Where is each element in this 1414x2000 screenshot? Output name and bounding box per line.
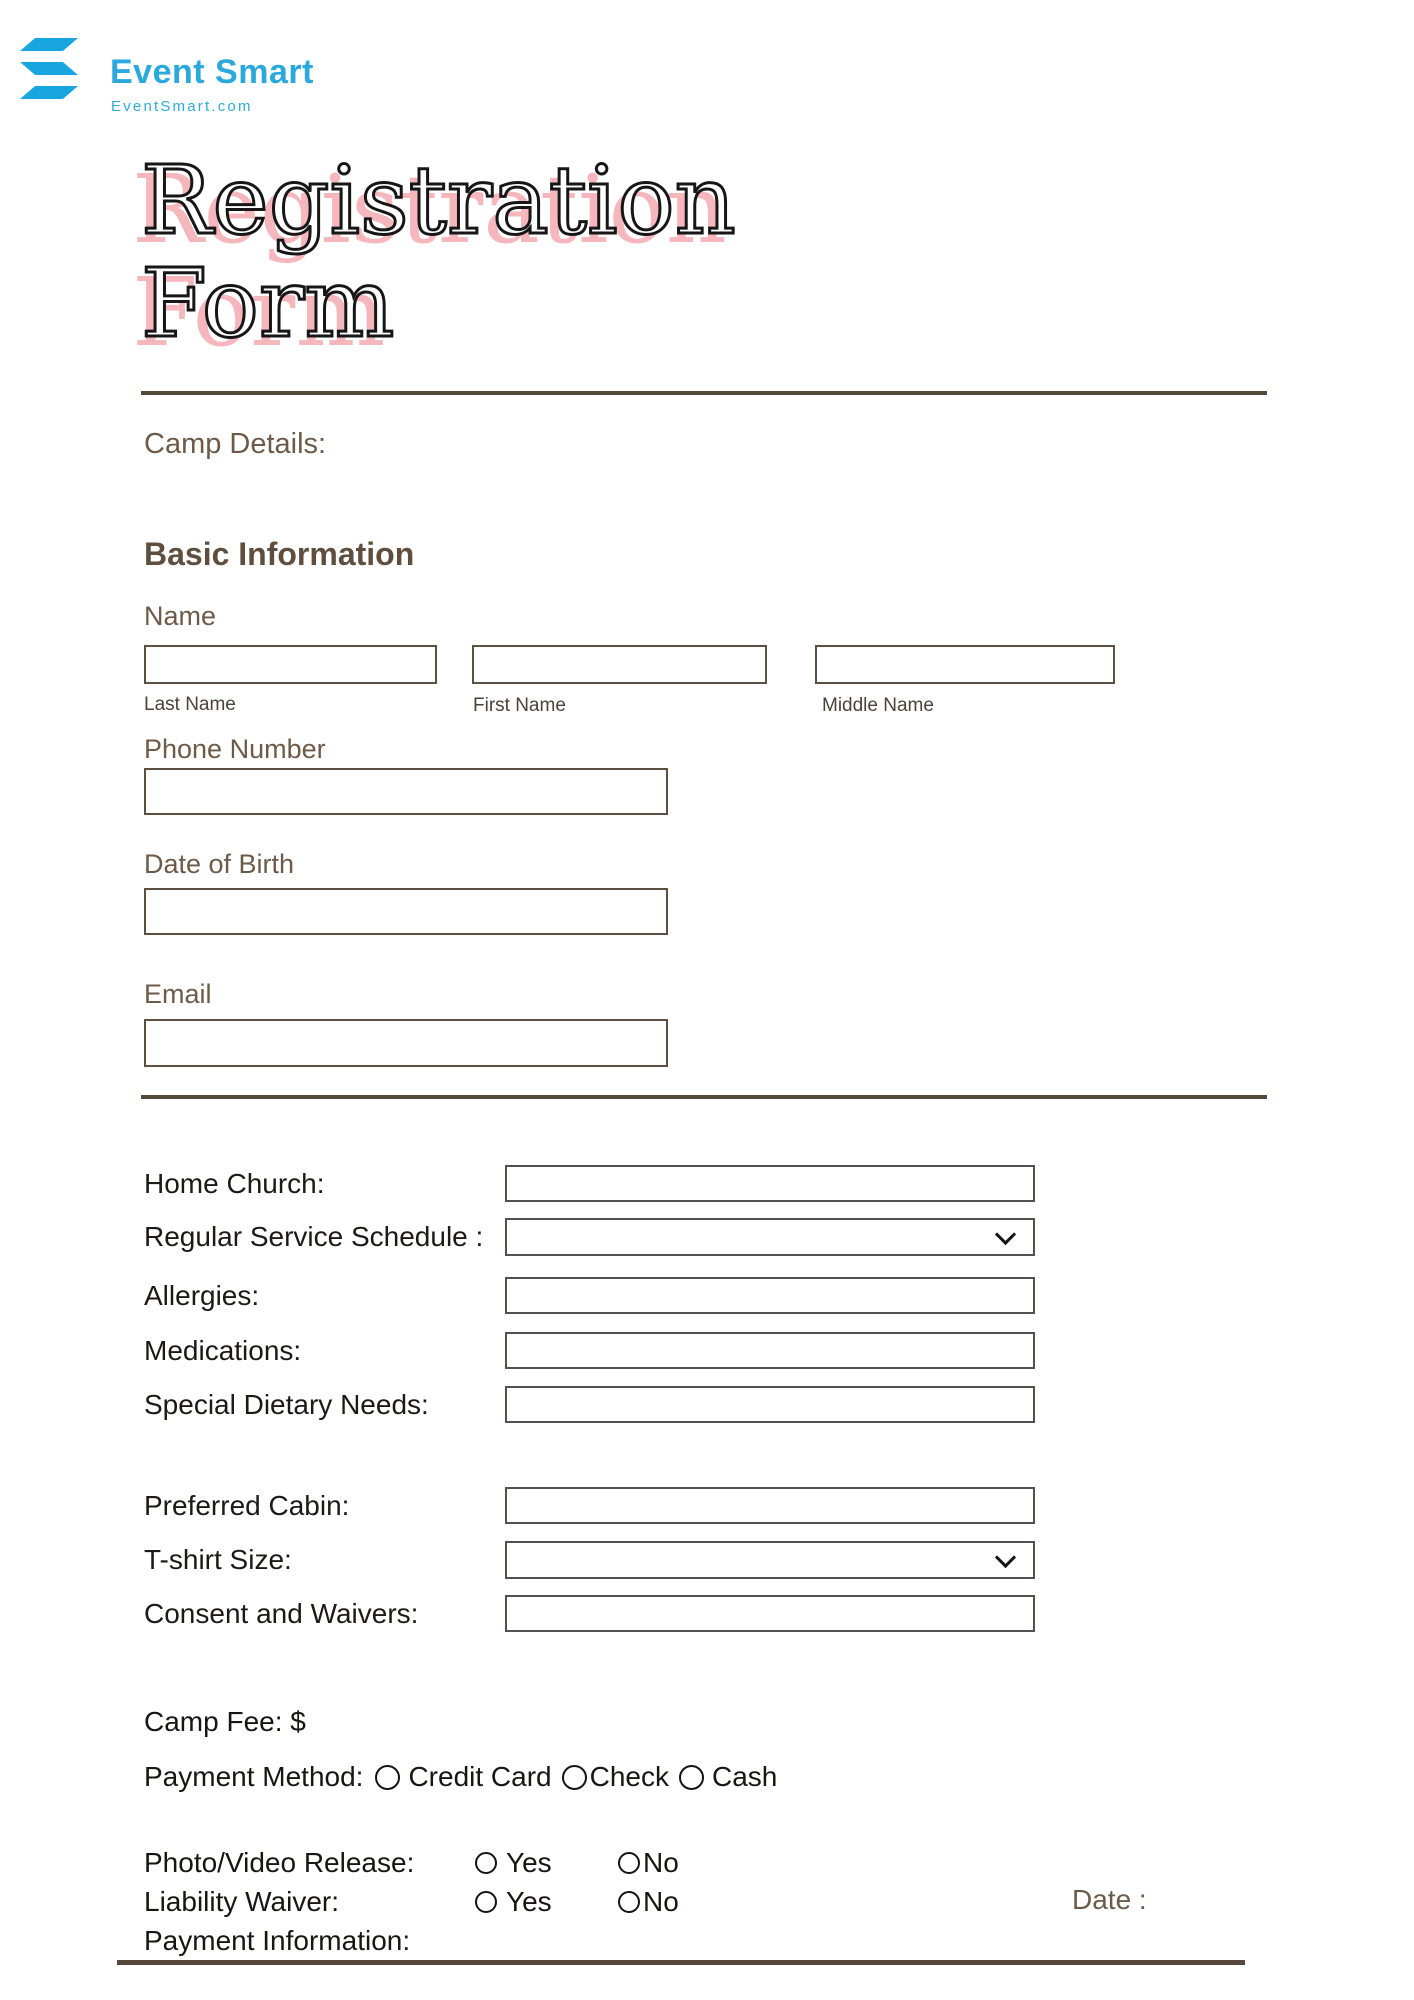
medications-label: Medications: [144, 1335, 302, 1366]
date-label: Date : [1072, 1884, 1147, 1915]
liability-no-radio[interactable] [618, 1891, 640, 1913]
first-name-input[interactable] [472, 645, 767, 684]
cash-radio[interactable] [679, 1765, 704, 1790]
releases-section [144, 1843, 679, 1960]
photo-video-no-label: No [643, 1846, 679, 1878]
middle-name-sublabel: Middle Name [822, 695, 934, 716]
consent-and-waivers-input[interactable] [505, 1595, 1035, 1632]
allergies-input[interactable] [505, 1277, 1035, 1314]
liability-no-label: No [643, 1885, 679, 1917]
logo-brand-name: Event Smart [110, 53, 314, 91]
photo-video-yes-radio[interactable] [475, 1852, 497, 1874]
preferred-cabin-label: Preferred Cabin: [144, 1490, 350, 1521]
check-option-label: Check [589, 1761, 669, 1792]
last-name-sublabel: Last Name [144, 694, 236, 715]
payment-method-label: Payment Method: [144, 1761, 364, 1792]
allergies-label: Allergies: [144, 1280, 260, 1311]
date-of-birth-input[interactable] [144, 888, 668, 935]
liability-waiver-no [618, 1886, 679, 1918]
name-label: Name [144, 601, 217, 631]
middle-divider [141, 1095, 1267, 1099]
home-church-input[interactable] [505, 1165, 1035, 1202]
regular-service-schedule-select[interactable] [505, 1218, 1035, 1256]
photo-video-yes-label: Yes [506, 1846, 552, 1878]
t-shirt-size-label: T-shirt Size: [144, 1544, 292, 1575]
photo-video-release-label: Photo/Video Release: [144, 1846, 415, 1878]
medications-input[interactable] [505, 1332, 1035, 1369]
liability-yes-radio[interactable] [475, 1891, 497, 1913]
payment-method-option-cash [679, 1761, 777, 1793]
photo-video-no-radio[interactable] [618, 1852, 640, 1874]
logo-bar [20, 62, 78, 75]
payment-method-option-credit-card [375, 1761, 551, 1793]
middle-name-input[interactable] [815, 645, 1115, 684]
photo-video-release-row [144, 1843, 679, 1882]
liability-waiver-yes [475, 1886, 618, 1918]
title-line-2: Form [141, 249, 395, 359]
cash-option-label: Cash [712, 1761, 778, 1792]
liability-waiver-row [144, 1882, 679, 1921]
preferred-cabin-input[interactable] [505, 1487, 1035, 1524]
credit-card-option-label: Credit Card [408, 1761, 552, 1792]
basic-information-heading: Basic Information [144, 536, 415, 572]
payment-method-row [144, 1760, 787, 1794]
payment-information-label: Payment Information: [144, 1924, 411, 1956]
consent-and-waivers-label: Consent and Waivers: [144, 1598, 419, 1629]
top-divider [141, 391, 1267, 395]
phone-number-label: Phone Number [144, 734, 326, 764]
phone-number-input[interactable] [144, 768, 668, 815]
email-label: Email [144, 979, 212, 1009]
logo-bar [20, 86, 78, 99]
check-radio[interactable] [562, 1765, 587, 1790]
t-shirt-size-select[interactable] [505, 1541, 1035, 1579]
liability-waiver-label: Liability Waiver: [144, 1885, 340, 1917]
last-name-input[interactable] [144, 645, 437, 684]
logo-bar [20, 38, 78, 51]
bottom-divider [117, 1960, 1245, 1965]
home-church-label: Home Church: [144, 1168, 325, 1199]
chevron-down-icon [995, 1224, 1016, 1245]
payment-information-row [144, 1921, 679, 1960]
email-input[interactable] [144, 1019, 668, 1067]
photo-video-release-yes [475, 1847, 618, 1879]
special-dietary-needs-label: Special Dietary Needs: [144, 1389, 429, 1420]
credit-card-radio[interactable] [375, 1765, 400, 1790]
event-smart-logo-icon [20, 38, 78, 99]
camp-fee-label: Camp Fee: $ [144, 1706, 306, 1737]
chevron-down-icon [995, 1547, 1016, 1568]
photo-video-release-no [618, 1847, 679, 1879]
liability-yes-label: Yes [506, 1885, 552, 1917]
page-title [141, 146, 736, 359]
title-line-1: Registration [141, 146, 736, 256]
camp-details-label: Camp Details: [144, 428, 327, 460]
regular-service-schedule-label: Regular Service Schedule : [144, 1221, 484, 1252]
first-name-sublabel: First Name [473, 695, 566, 716]
special-dietary-needs-input[interactable] [505, 1386, 1035, 1423]
logo-domain: EventSmart.com [111, 98, 253, 115]
payment-method-option-check [562, 1761, 669, 1793]
date-of-birth-label: Date of Birth [144, 849, 295, 879]
